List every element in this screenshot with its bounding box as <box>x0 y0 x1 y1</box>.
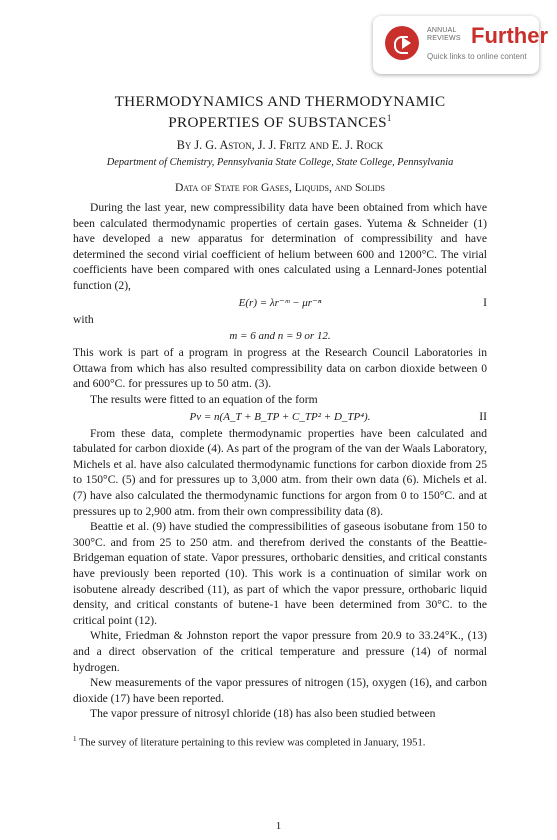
paragraph-8: The vapor pressure of nitrosyl chloride (18) has also been studied between <box>90 707 436 721</box>
article-title <box>73 93 487 131</box>
section-heading: Data of State for Gases, Liquids, and Solids <box>175 181 385 195</box>
footnote <box>73 732 487 751</box>
quick-links-label: Quick links to online content <box>427 52 527 61</box>
annual-reviews-label: ANNUAL REVIEWS <box>427 27 461 42</box>
equation-2 <box>73 408 487 426</box>
article-page <box>73 93 487 750</box>
paragraph-5: Beattie et al. (9) have studied the compressibilities of gaseous isobutane from 150 to 300°C. and from 25 to 250 atm. and therefrom derived the constants of the Beattie-Bridgeman equation of state. Vapor pressures, orthobaric densities, and critical constants have previously been reported (10). This work is a continuation of similar work on isobutene already described (11), as part of which the vapor pressure, orthobaric liquid density, and critical constants of butene-1 have been determined from 30°C. to the critical point (12). <box>73 520 487 627</box>
title-line-2: PROPERTIES OF SUBSTANCES <box>168 114 387 132</box>
title-line-1: THERMODYNAMICS AND THERMODYNAMIC <box>114 93 446 110</box>
equation-1-number: I <box>483 295 487 309</box>
with-label: with <box>73 312 94 326</box>
equation-2-number: II <box>479 409 487 423</box>
annual-reviews-logo-icon <box>385 26 419 60</box>
further-label: Further <box>471 23 548 48</box>
equation-2-expression: Pv = n(A_T + B_TP + C_TP² + D_TP⁴). <box>189 410 371 423</box>
authors: By J. G. Aston, J. J. Fritz and E. J. Rock <box>176 138 384 153</box>
annual-reviews-further-badge[interactable] <box>373 16 548 74</box>
paragraph-7: New measurements of the vapor pressures of nitrogen (15), oxygen (16), and carbon dioxide (17) have been reported. <box>73 676 487 705</box>
page-number: 1 <box>275 820 282 832</box>
paragraph-1: During the last year, new compressibility data have been obtained from which have been calculated thermodynamic properties of certain gases. Yutema & Schneider (1) have developed a new apparatus for determination of compressibility and have determined the second virial coefficient of helium between 600 and 1200°C. The virial coefficients have been compared with ones calculated using a Lennard-Jones potential function (2), <box>73 201 487 293</box>
title-footnote-mark: 1 <box>386 113 392 123</box>
equation-1-expression: E(r) = λr⁻ᵐ − μr⁻ⁿ <box>238 296 322 309</box>
paragraph-3: The results were fitted to an equation of the form <box>90 393 318 406</box>
footnote-mark: 1 <box>73 734 77 743</box>
equation-1-params <box>73 327 487 345</box>
affiliation: Department of Chemistry, Pennsylvania State College, State College, Pennsylvania <box>106 157 454 169</box>
paragraph-2: This work is part of a program in progress at the Research Council Laboratories in Ottawa from which has also resulted compressibility data on carbon dioxide between 0 and 600°C. for pressures up to 50 atm. (3). <box>73 346 487 391</box>
paragraph-4: From these data, complete thermodynamic properties have been calculated and tabulated for carbon dioxide (4). As part of the program of the van der Waals Laboratory, Michels et al. have also calculated thermodynamic functions for carbon dioxide from 25 to 150°C. (5) and for pressures up to 3,000 atm. from their own data (6). Michels et al. (7) have also calculated the thermodynamic functions for argon from 0 to 150°C. and at pressures up to 2,900 atm. from their own compressibility data (8). <box>73 426 487 518</box>
equation-1-params-text: m = 6 and n = 9 or 12. <box>229 330 331 343</box>
article-body <box>73 200 487 722</box>
footnote-text: The survey of literature pertaining to this review was completed in January, 1951. <box>76 737 426 749</box>
paragraph-6: White, Friedman & Johnston report the vapor pressure from 20.9 to 33.24°K., (13) and a direct observation of the critical temperature and pressure (14) of normal hydrogen. <box>73 629 487 674</box>
equation-1 <box>73 294 487 312</box>
